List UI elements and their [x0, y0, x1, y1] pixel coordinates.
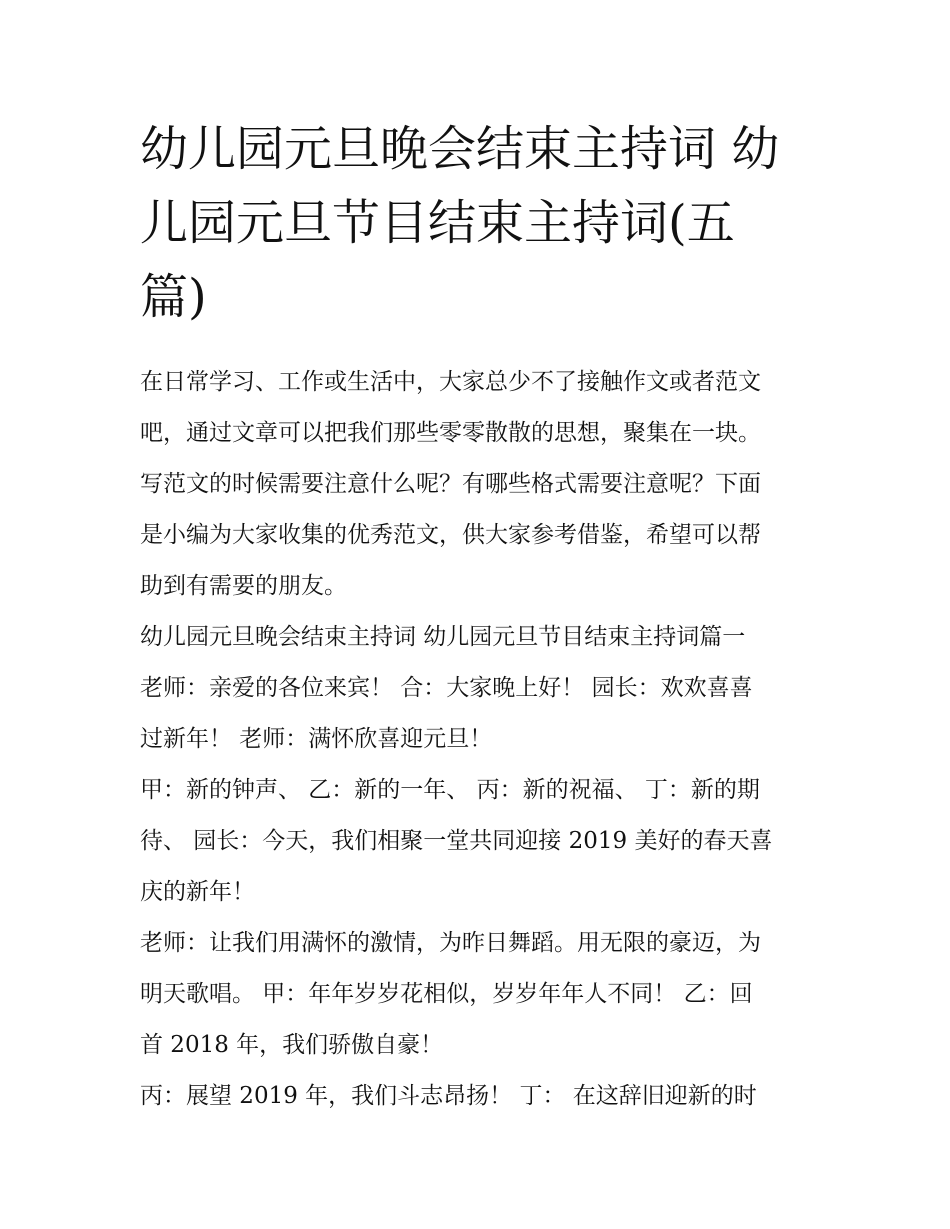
text-line: 庆的新年！ [140, 879, 255, 905]
text-line: 明天歌唱。 甲：年年岁岁花相似，岁岁年年人不同！ 乙：回 [140, 981, 753, 1007]
text-line: 是小编为大家收集的优秀范文，供大家参考借鉴，希望可以帮 [140, 522, 761, 548]
text-line: 老师：让我们用满怀的激情，为昨日舞蹈。用无限的豪迈，为 [140, 930, 761, 956]
text-line: 写范文的时候需要注意什么呢？有哪些格式需要注意呢？下面 [140, 471, 761, 497]
text-line: 幼儿园元旦晚会结束主持词 幼儿园元旦节目结束主持词篇一 [140, 624, 746, 650]
text-line: 过新年！ 老师：满怀欣喜迎元旦！ [140, 726, 493, 752]
text-line: 待、 园长：今天，我们相聚一堂共同迎接 2019 美好的春天喜 [140, 828, 773, 854]
document-title [140, 112, 812, 334]
text-line: 首 2018 年，我们骄傲自豪！ [140, 1032, 444, 1058]
document-body [140, 357, 812, 1122]
title-line: 篇) [140, 269, 207, 325]
section-heading-paragraph [140, 612, 812, 765]
script-paragraph [140, 918, 812, 1071]
text-line: 老师：亲爱的各位来宾！ 合：大家晚上好！ 园长：欢欢喜喜 [140, 675, 753, 701]
title-line: 幼儿园元旦晚会结束主持词 幼 [140, 121, 780, 177]
text-line: 丙：展望 2019 年，我们斗志昂扬！ 丁： 在这辞旧迎新的时 [140, 1083, 757, 1109]
text-line: 甲：新的钟声、 乙：新的一年、 丙：新的祝福、 丁：新的期 [140, 777, 760, 803]
intro-paragraph [140, 357, 812, 612]
script-paragraph [140, 765, 812, 918]
script-paragraph [140, 1071, 812, 1122]
text-line: 助到有需要的朋友。 [140, 573, 347, 599]
text-line: 吧，通过文章可以把我们那些零零散散的思想，聚集在一块。 [140, 420, 761, 446]
title-line: 儿园元旦节目结束主持词(五 [140, 195, 735, 251]
text-line: 在日常学习、工作或生活中，大家总少不了接触作文或者范文 [140, 369, 761, 395]
